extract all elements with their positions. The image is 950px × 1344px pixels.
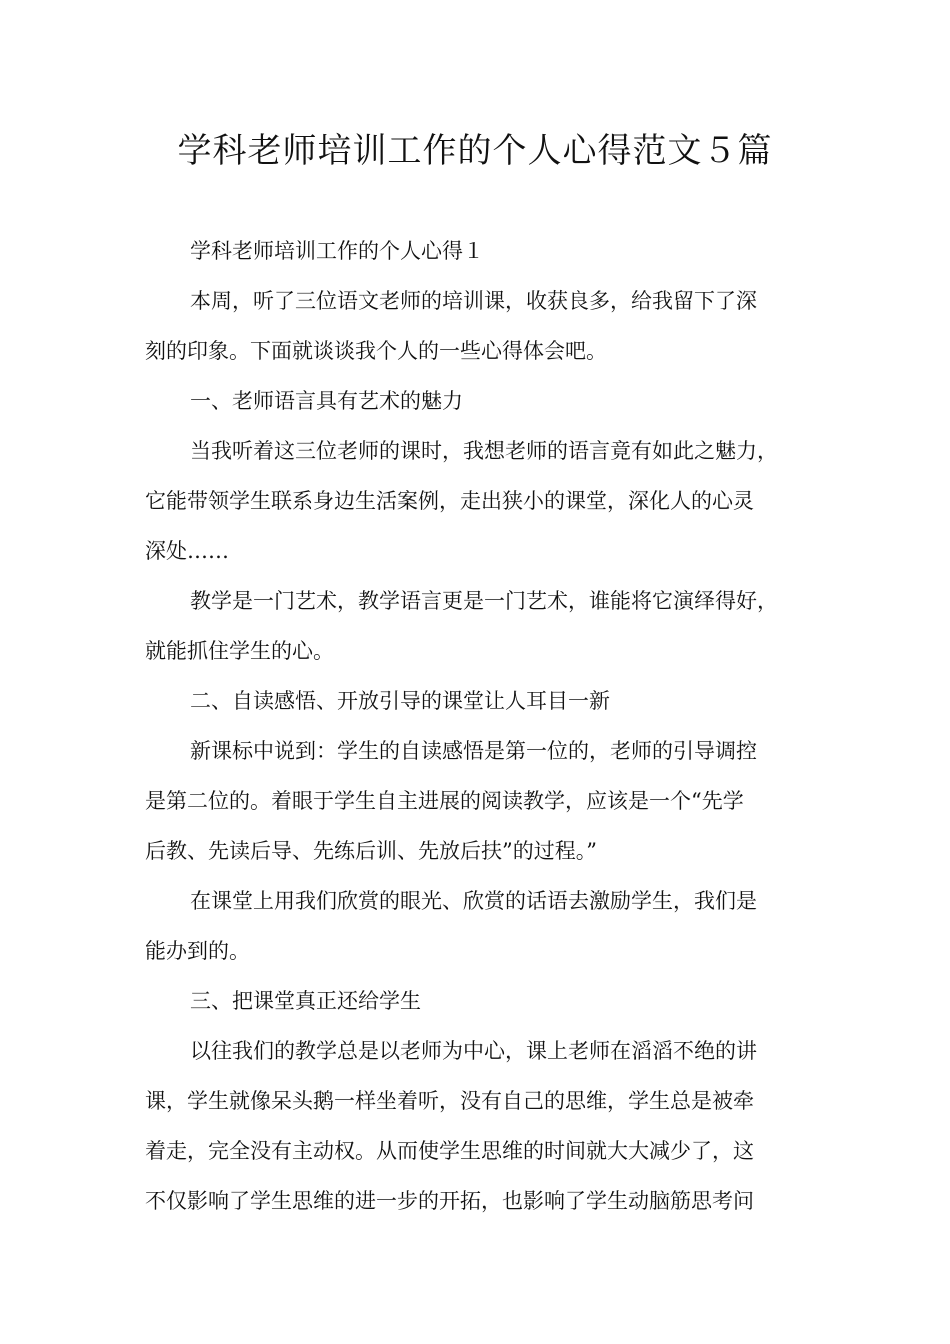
paragraph-line: 课，学生就像呆头鹅一样坐着听，没有自己的思维，学生总是被牵 — [145, 1089, 754, 1113]
paragraph-line: 着走，完全没有主动权。从而使学生思维的时间就大大减少了，这 — [145, 1139, 754, 1163]
paragraph-line: 教学是一门艺术，教学语言更是一门艺术，谁能将它演绎得好， — [190, 589, 778, 613]
paragraph-line: 不仅影响了学生思维的进一步的开拓，也影响了学生动脑筋思考问 — [145, 1189, 754, 1213]
section-heading: 三、把课堂真正还给学生 — [190, 989, 421, 1013]
paragraph-line: 它能带领学生联系身边生活案例，走出狭小的课堂，深化人的心灵 — [145, 489, 754, 513]
paragraph-line: 后教、先读后导、先练后训、先放后扶”的过程。” — [145, 839, 597, 863]
paragraph-line: 深处…… — [145, 539, 229, 563]
paragraph-line: 当我听着这三位老师的课时，我想老师的语言竟有如此之魅力， — [190, 439, 778, 463]
section-heading: 一、老师语言具有艺术的魅力 — [190, 389, 463, 413]
paragraph-line: 在课堂上用我们欣赏的眼光、欣赏的话语去激励学生，我们是 — [190, 889, 757, 913]
paragraph-line: 以往我们的教学总是以老师为中心，课上老师在滔滔不绝的讲 — [190, 1039, 757, 1063]
document-body — [145, 226, 807, 1226]
paragraph-line: 本周，听了三位语文老师的培训课，收获良多，给我留下了深 — [190, 289, 757, 313]
paragraph-line: 是第二位的。着眼于学生自主进展的阅读教学，应该是一个“先学 — [145, 789, 744, 813]
section-heading: 学科老师培训工作的个人心得１ — [190, 239, 484, 263]
paragraph-line: 新课标中说到：学生的自读感悟是第一位的，老师的引导调控 — [190, 739, 757, 763]
document-title: 学科老师培训工作的个人心得范文５篇 — [177, 131, 773, 171]
paragraph-line: 就能抓住学生的心。 — [145, 639, 334, 663]
paragraph-line: 能办到的。 — [145, 939, 250, 963]
paragraph-line: 刻的印象。下面就谈谈我个人的一些心得体会吧。 — [145, 339, 607, 363]
section-heading: 二、自读感悟、开放引导的课堂让人耳目一新 — [190, 689, 610, 713]
